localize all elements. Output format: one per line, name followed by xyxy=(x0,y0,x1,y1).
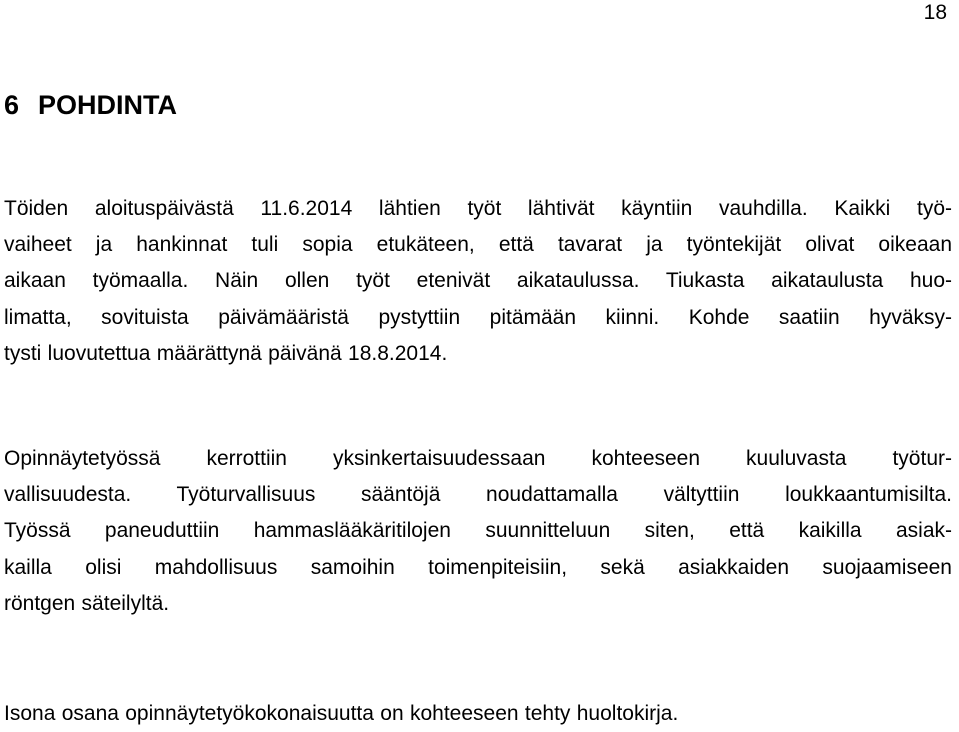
paragraph-line: Töiden aloituspäivästä 11.6.2014 lähtien työt lähtivät käyntiin vauhdilla. Kaikki työ- xyxy=(4,197,952,220)
paragraph-line: vaiheet ja hankinnat tuli sopia etukäteen, että tavarat ja työntekijät olivat oikeaan xyxy=(4,233,952,257)
section-title: POHDINTA xyxy=(38,90,177,120)
page-number: 18 xyxy=(923,1,947,24)
paragraph-schedule xyxy=(4,191,952,372)
paragraph-line: limatta, sovituista päivämääristä pystyttiin pitämään kiinni. Kohde saatiin hyväksy- xyxy=(4,305,952,329)
paragraph-line: vallisuudesta. Työturvallisuus sääntöjä noudattamalla vältyttiin loukkaantumisilta. xyxy=(4,483,952,507)
paragraph-line: Työssä paneuduttiin hammaslääkäritilojen suunnitteluun siten, että kaikilla asiak- xyxy=(4,519,952,543)
paragraph-safety xyxy=(4,441,952,622)
paragraph-line: Opinnäytetyössä kerrottiin yksinkertaisuudessaan kohteeseen kuuluvasta työtur- xyxy=(4,447,952,470)
paragraph-line: Isona osana opinnäytetyökokonaisuutta on kohteeseen tehty huoltokirja. xyxy=(4,702,679,725)
paragraph-line: tysti luovutettua määrättynä päivänä 18.8.2014. xyxy=(4,341,448,365)
section-number: 6 xyxy=(4,90,20,120)
paragraph-line: kailla olisi mahdollisuus samoihin toimenpiteisiin, sekä asiakkaiden suojaamiseen xyxy=(4,555,952,579)
paragraph-maintenance-book xyxy=(4,696,952,732)
paragraph-line: röntgen säteilyltä. xyxy=(4,591,170,615)
section-heading xyxy=(4,88,177,122)
paragraph-line: aikaan työmaalla. Näin ollen työt etenivät aikataulussa. Tiukasta aikataulusta huo- xyxy=(4,269,952,293)
